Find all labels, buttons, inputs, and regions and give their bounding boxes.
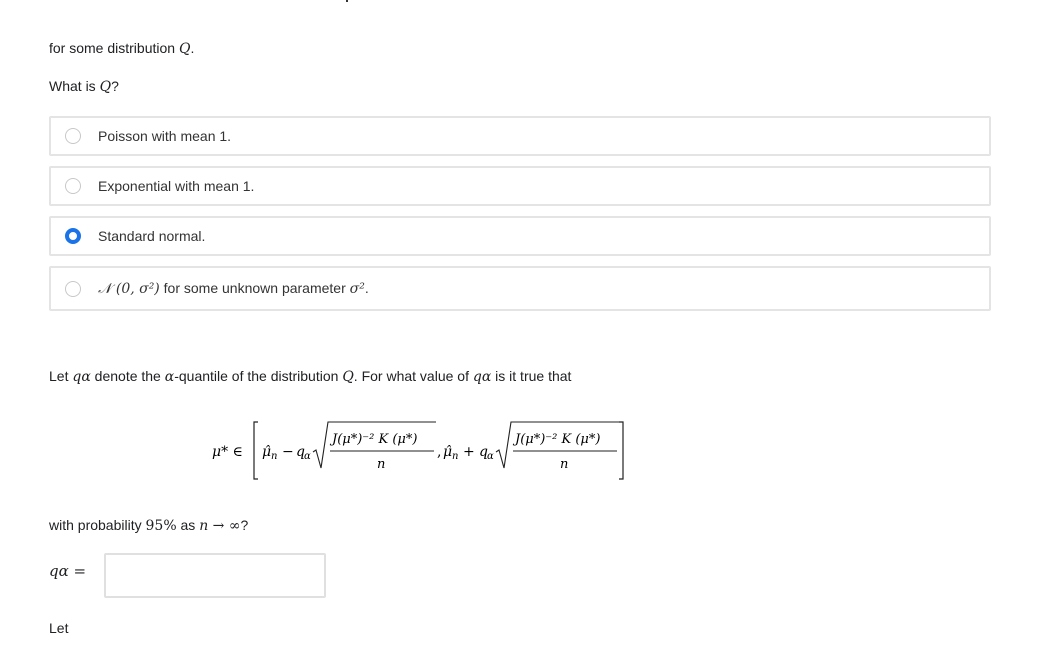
option-normal-unknown-variance[interactable] xyxy=(49,266,991,311)
fraction-denominator: n xyxy=(560,457,569,472)
question-text: What is Q? xyxy=(49,78,119,95)
option-standard-normal[interactable] xyxy=(49,216,991,256)
next-paragraph-text: Let xyxy=(49,620,69,636)
radio-button-selected[interactable] xyxy=(65,228,81,244)
option-label: Exponential with mean 1. xyxy=(98,178,255,194)
subscript-alpha: α xyxy=(487,451,494,462)
q-symbol: q xyxy=(479,444,488,460)
fraction-denominator: n xyxy=(377,457,386,472)
subscript-alpha: α xyxy=(304,451,311,462)
option-exponential[interactable] xyxy=(49,166,991,206)
option-label: 𝒩 (0, σ²) for some unknown parameter σ². xyxy=(98,280,369,297)
option-poisson[interactable] xyxy=(49,116,991,156)
answer-label: qα = xyxy=(49,562,87,580)
answer-input[interactable] xyxy=(104,553,326,598)
subscript-n: n xyxy=(271,451,278,462)
left-bracket xyxy=(254,422,258,479)
mu-hat: μ̂ xyxy=(262,444,272,460)
subscript-n: n xyxy=(452,451,459,462)
confidence-interval-formula xyxy=(210,416,630,486)
radio-button[interactable] xyxy=(65,128,81,144)
radio-button[interactable] xyxy=(65,178,81,194)
intro-text: for some distribution Q. xyxy=(49,40,195,57)
fraction-numerator: J(μ*)⁻² K (μ*) xyxy=(515,432,601,447)
option-label: Poisson with mean 1. xyxy=(98,128,232,144)
probability-text: with probability 95% as n → ∞? xyxy=(49,517,249,534)
formula-lhs: μ* ∈ xyxy=(212,444,243,460)
option-label: Standard normal. xyxy=(98,228,206,244)
quantile-text: Let qα denote the α-quantile of the distribution Q. For what value of qα is it true that xyxy=(49,368,572,385)
radio-button[interactable] xyxy=(65,281,81,297)
fraction-numerator: J(μ*)⁻² K (μ*) xyxy=(332,432,418,447)
right-bracket xyxy=(619,422,623,479)
q-symbol: q xyxy=(296,444,305,460)
minus-sign: − xyxy=(282,444,294,460)
comma: , xyxy=(437,444,442,460)
plus-sign: + xyxy=(463,444,475,460)
mu-hat: μ̂ xyxy=(443,444,453,460)
cut-off-glyph xyxy=(346,0,348,2)
